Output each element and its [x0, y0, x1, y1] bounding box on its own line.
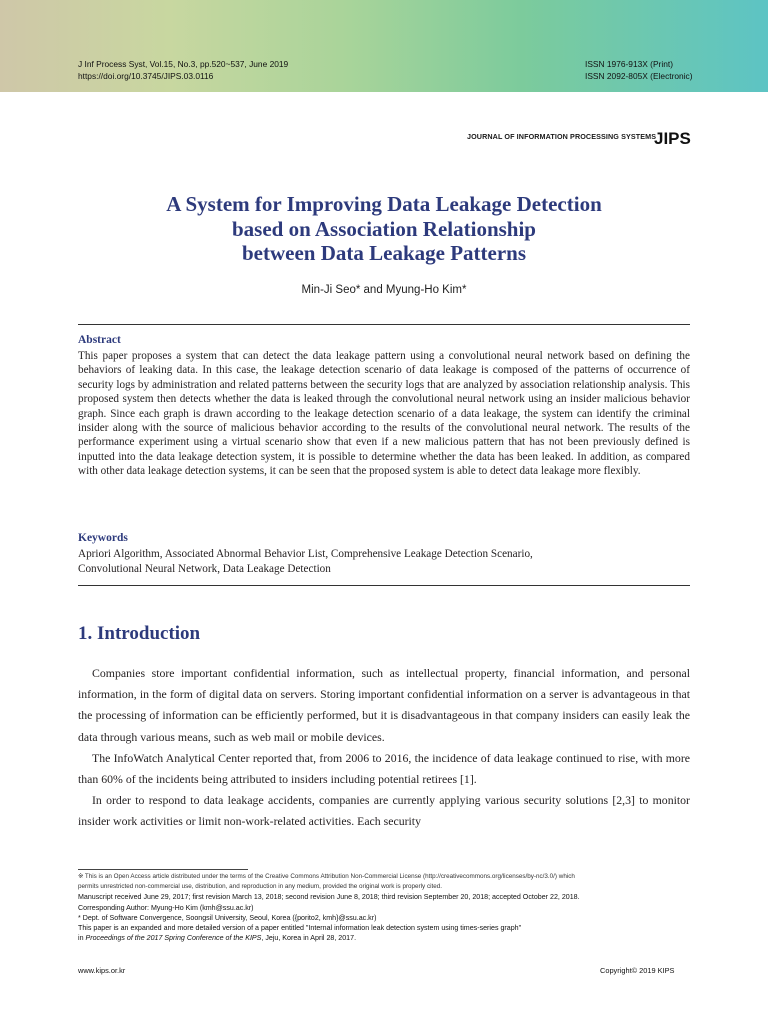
paragraph: In order to respond to data leakage accidents, companies are currently applying various security solutions [2,3] to monitor insider work activities or limit non-work-related activities. Each security: [78, 793, 690, 829]
top-divider: [78, 324, 690, 325]
title-line-3: between Data Leakage Patterns: [241, 241, 527, 265]
footer-website[interactable]: www.kips.or.kr: [78, 966, 126, 975]
extended-version-note-line-2: [78, 933, 690, 943]
footnote-divider: [78, 869, 248, 870]
paragraph: Companies store important confidential information, such as intellectual property, financial information, and personal information, in the form of digital data on servers. Storing important confidential information on a server is advantageous in that the processing of information can be efficiently performed, but it is disadvantageous in that company insiders can easily leak the data through various means, such as web mail or mobile devices.: [78, 666, 690, 744]
issn-electronic: ISSN 2092-805X (Electronic): [585, 71, 693, 81]
introduction-body: [78, 663, 690, 833]
abstract-heading: Abstract: [78, 334, 121, 346]
author-affiliation: * Dept. of Software Convergence, Soongsil University, Seoul, Korea ({porito2, kmh}@ssu.ac.kr): [78, 913, 377, 922]
manuscript-dates: Manuscript received June 29, 2017; first revision March 13, 2018; second revision June 8, 2018; third revision September 20, 2018; accepted October 22, 2018.: [78, 893, 580, 902]
header-issn-block: [585, 58, 693, 82]
header-citation-block: [78, 58, 288, 82]
license-note-line-2: permits unrestricted non-commercial use, distribution, and reproduction in any medium, provided the original work is properly cited.: [78, 883, 442, 891]
proceedings-title: Proceedings of the 2017 Spring Conference of the KIPS: [85, 934, 262, 943]
journal-citation: J Inf Process Syst, Vol.15, No.3, pp.520~537, June 2019: [78, 59, 289, 69]
extended-note-prefix: in: [78, 934, 86, 943]
doi-link[interactable]: https://doi.org/10.3745/JIPS.03.0116: [78, 71, 214, 81]
corresponding-author: Corresponding Author: Myung-Ho Kim (kmh@ssu.ac.kr): [78, 903, 254, 912]
section-heading-introduction: 1. Introduction: [78, 623, 201, 644]
keywords-line-2: Convolutional Neural Network, Data Leakage Detection: [78, 563, 331, 575]
author-list: Min-Ji Seo* and Myung-Ho Kim*: [301, 284, 467, 296]
footer-copyright: Copyright© 2019 KIPS: [600, 966, 675, 975]
title-line-1: A System for Improving Data Leakage Detection: [166, 192, 602, 216]
jips-logo-text: JIPS: [654, 129, 691, 148]
extended-note-suffix: , Jeju, Korea in April 28, 2017.: [261, 934, 357, 943]
abstract-body: This paper proposes a system that can detect the data leakage pattern using a convolutional neural network based on defining the behaviors of leaking data. In this case, the leakage detection scenario of data leakage is composed of the patterns of occurrence of security logs by administration and related patterns between the security logs that are analyzed by association relationship analysis. This proposed system then detects whether the data is leaked through the convolutional neural network using an insider malicious behavior graph. Since each graph is drawn according to the leakage detection scenario of a data leakage, the system can identify the criminal insider along with the source of malicious behavior according to the results of the convolutional neural network. The results of the performance experiment using a virtual scenario show that even if a new malicious pattern that has not been previously defined is inputted into the data leakage detection system, it is possible to determine whether the data has been leaked. In addition, as compared with other data leakage detection systems, it can be seen that the proposed system is able to detect data leakage more flexibly.: [78, 350, 690, 478]
issn-print: ISSN 1976-913X (Print): [585, 59, 673, 69]
paragraph: The InfoWatch Analytical Center reported that, from 2006 to 2016, the incidence of data leakage continued to rise, with more than 60% of the incidents being attributed to insiders including potential retirees [1].: [78, 750, 690, 787]
title-line-2: based on Association Relationship: [232, 216, 536, 241]
keywords-heading: Keywords: [78, 532, 128, 544]
footnotes: [78, 872, 690, 943]
keywords-body: [78, 547, 690, 577]
journal-name: JOURNAL OF INFORMATION PROCESSING SYSTEMS: [467, 132, 657, 141]
keywords-divider: [78, 585, 690, 586]
jips-logo: [653, 127, 691, 149]
keywords-line-1: Apriori Algorithm, Associated Abnormal Behavior List, Comprehensive Leakage Detection Scenario,: [78, 548, 533, 560]
paper-title: [84, 192, 684, 266]
license-note-line-1: ※ This is an Open Access article distributed under the terms of the Creative Commons Attribution Non-Commercial License (http://creativecommons.org/licenses/by-nc/3.0/) which: [78, 873, 575, 880]
extended-version-note-line-1: This paper is an expanded and more detailed version of a paper entitled "Internal information leak detection system using times-series graph": [78, 924, 522, 933]
